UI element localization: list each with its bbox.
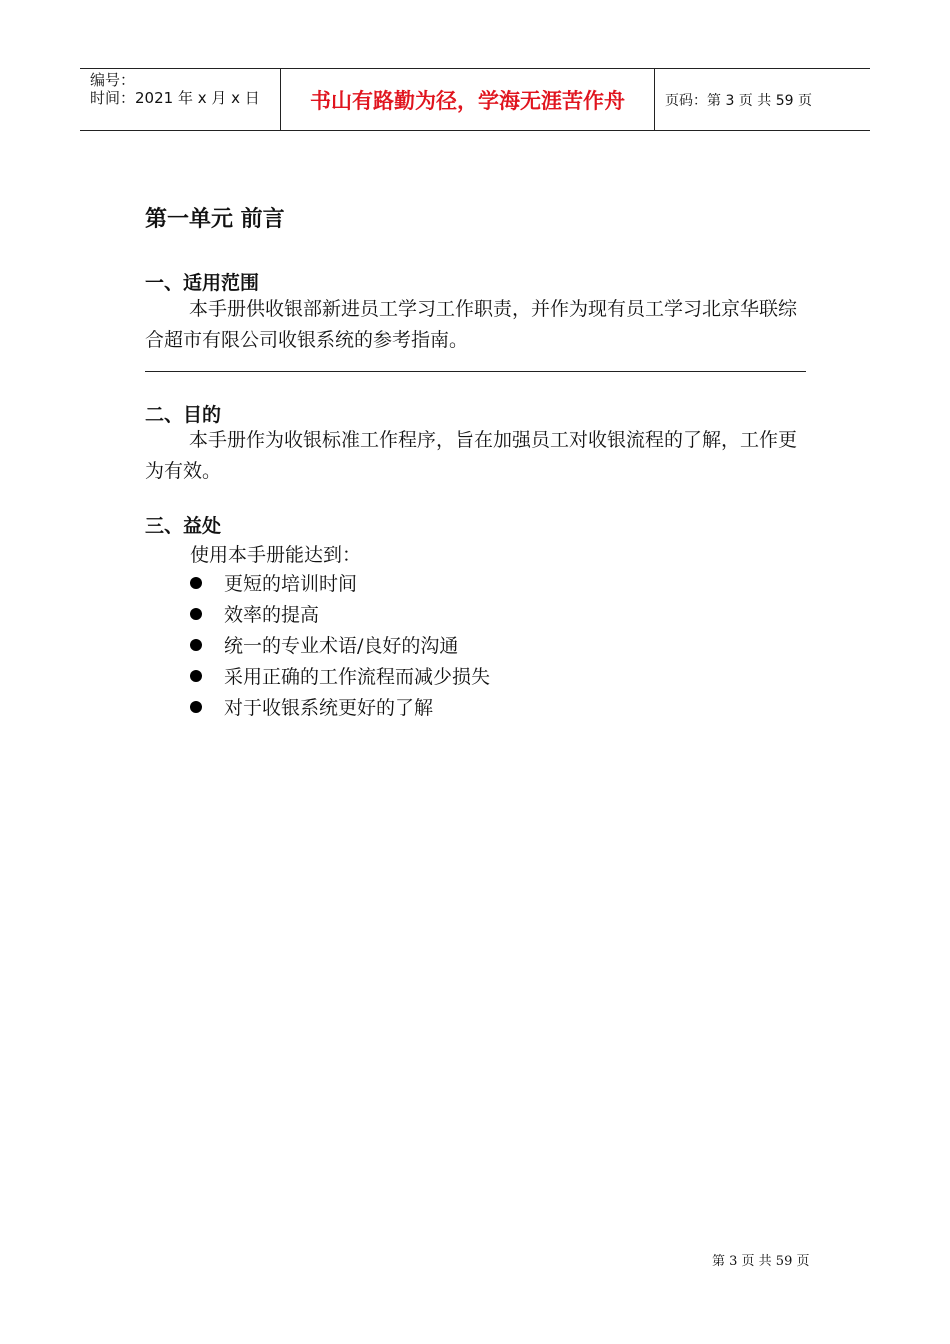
list-item-text: 采用正确的工作流程而减少损失 [224,666,491,688]
bullet-icon [190,639,202,651]
list-item [190,691,490,722]
unit-title: 第一单元 前言 [145,207,285,232]
bullet-icon [190,670,202,682]
page-header [80,68,870,131]
list-item-text: 更短的培训时间 [224,573,358,595]
section-title-scope: 一、适用范围 [145,272,260,294]
number-label: 编号： [90,71,136,89]
bullet-icon [190,608,202,620]
list-item [190,567,490,598]
benefits-list [190,567,490,722]
list-item [190,598,490,629]
list-item-text: 对于收银系统更好的了解 [224,697,434,719]
header-meta [80,69,281,130]
list-item [190,629,490,660]
page-footer: 第 3 页 共 59 页 [712,1254,810,1269]
list-item-text: 效率的提高 [224,604,320,626]
header-page-info: 页码：第 3 页 共 59 页 [665,92,812,109]
section-body-purpose: 本手册作为收银标准工作程序，旨在加强员工对收银流程的了解，工作更为有效。 [145,429,798,482]
header-motto: 书山有路勤为径，学海无涯苦作舟 [281,69,655,130]
section-title-benefits: 三、益处 [145,515,222,537]
bullet-icon [190,577,202,589]
divider [145,371,806,372]
section-intro-benefits: 使用本手册能达到： [190,544,362,566]
time-label: 时间：2021 年 x 月 x 日 [90,89,260,107]
list-item [190,660,490,691]
bullet-icon [190,701,202,713]
section-body-scope: 本手册供收银部新进员工学习工作职责，并作为现有员工学习北京华联综合超市有限公司收银系统的参考指南。 [145,298,798,351]
list-item-text: 统一的专业术语/良好的沟通 [224,635,459,657]
section-title-purpose: 二、目的 [145,404,222,426]
